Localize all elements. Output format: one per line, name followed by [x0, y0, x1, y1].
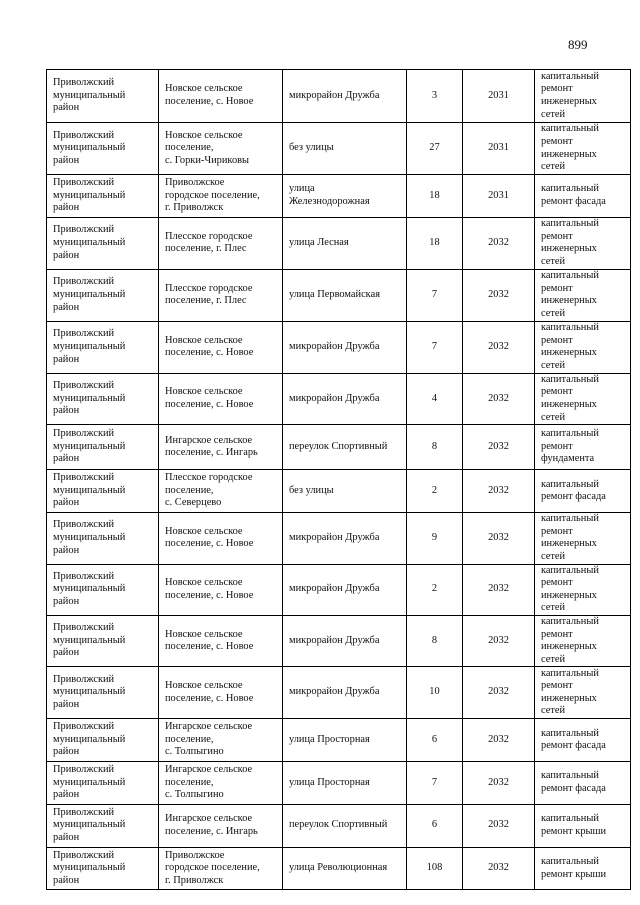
- street-cell: без улицы: [283, 123, 407, 175]
- district-cell: Приволжский муниципальный район: [47, 123, 159, 175]
- settlement-cell: Новское сельское поселение, с. Новое: [159, 70, 283, 123]
- settlement-cell: Приволжское городское поселение, г. Приволжск: [159, 847, 283, 890]
- house-number-cell: 8: [407, 425, 463, 470]
- year-cell: 2031: [463, 175, 535, 218]
- table-row: [47, 615, 631, 666]
- work-type-cell: капитальный ремонт инженерных сетей: [535, 667, 631, 719]
- table-row: [47, 667, 631, 719]
- year-cell: 2032: [463, 847, 535, 890]
- work-type-cell: капитальный ремонт фасада: [535, 470, 631, 513]
- street-cell: улица Лесная: [283, 217, 407, 269]
- work-type-cell: капитальный ремонт инженерных сетей: [535, 269, 631, 321]
- settlement-cell: Новское сельское поселение, с. Новое: [159, 373, 283, 424]
- work-type-cell: капитальный ремонт инженерных сетей: [535, 564, 631, 615]
- settlement-cell: Плесское городское поселение, с. Северцево: [159, 470, 283, 513]
- house-number-cell: 18: [407, 175, 463, 218]
- house-number-cell: 7: [407, 762, 463, 805]
- year-cell: 2032: [463, 373, 535, 424]
- house-number-cell: 7: [407, 269, 463, 321]
- year-cell: 2032: [463, 513, 535, 564]
- district-cell: Приволжский муниципальный район: [47, 762, 159, 805]
- work-type-cell: капитальный ремонт инженерных сетей: [535, 217, 631, 269]
- house-number-cell: 27: [407, 123, 463, 175]
- district-cell: Приволжский муниципальный район: [47, 217, 159, 269]
- district-cell: Приволжский муниципальный район: [47, 719, 159, 762]
- year-cell: 2031: [463, 123, 535, 175]
- settlement-cell: Ингарское сельское поселение, с. Ингарь: [159, 425, 283, 470]
- work-type-cell: капитальный ремонт инженерных сетей: [535, 321, 631, 373]
- year-cell: 2032: [463, 762, 535, 805]
- district-cell: Приволжский муниципальный район: [47, 321, 159, 373]
- district-cell: Приволжский муниципальный район: [47, 847, 159, 890]
- year-cell: 2031: [463, 70, 535, 123]
- work-type-cell: капитальный ремонт фасада: [535, 175, 631, 218]
- district-cell: Приволжский муниципальный район: [47, 564, 159, 615]
- table-row: [47, 123, 631, 175]
- table-row: [47, 425, 631, 470]
- street-cell: без улицы: [283, 470, 407, 513]
- house-number-cell: 6: [407, 804, 463, 847]
- work-type-cell: капитальный ремонт инженерных сетей: [535, 373, 631, 424]
- work-type-cell: капитальный ремонт крыши: [535, 804, 631, 847]
- street-cell: улица Просторная: [283, 762, 407, 805]
- year-cell: 2032: [463, 564, 535, 615]
- district-cell: Приволжский муниципальный район: [47, 667, 159, 719]
- table-row: [47, 513, 631, 564]
- work-type-cell: капитальный ремонт инженерных сетей: [535, 615, 631, 666]
- work-type-cell: капитальный ремонт инженерных сетей: [535, 513, 631, 564]
- settlement-cell: Ингарское сельское поселение, с. Толпыгино: [159, 719, 283, 762]
- street-cell: микрорайон Дружба: [283, 564, 407, 615]
- street-cell: микрорайон Дружба: [283, 667, 407, 719]
- district-cell: Приволжский муниципальный район: [47, 373, 159, 424]
- street-cell: микрорайон Дружба: [283, 373, 407, 424]
- settlement-cell: Приволжское городское поселение, г. Приволжск: [159, 175, 283, 218]
- district-cell: Приволжский муниципальный район: [47, 175, 159, 218]
- settlement-cell: Плесское городское поселение, г. Плес: [159, 269, 283, 321]
- settlement-cell: Плесское городское поселение, г. Плес: [159, 217, 283, 269]
- table-row: [47, 470, 631, 513]
- district-cell: Приволжский муниципальный район: [47, 804, 159, 847]
- district-cell: Приволжский муниципальный район: [47, 425, 159, 470]
- district-cell: Приволжский муниципальный район: [47, 513, 159, 564]
- house-number-cell: 10: [407, 667, 463, 719]
- year-cell: 2032: [463, 425, 535, 470]
- district-cell: Приволжский муниципальный район: [47, 470, 159, 513]
- street-cell: переулок Спортивный: [283, 804, 407, 847]
- work-type-cell: капитальный ремонт инженерных сетей: [535, 70, 631, 123]
- street-cell: микрорайон Дружба: [283, 513, 407, 564]
- work-type-cell: капитальный ремонт инженерных сетей: [535, 123, 631, 175]
- street-cell: улица Революционная: [283, 847, 407, 890]
- street-cell: микрорайон Дружба: [283, 321, 407, 373]
- street-cell: переулок Спортивный: [283, 425, 407, 470]
- year-cell: 2032: [463, 804, 535, 847]
- table-body: [47, 70, 631, 890]
- street-cell: микрорайон Дружба: [283, 70, 407, 123]
- settlement-cell: Ингарское сельское поселение, с. Ингарь: [159, 804, 283, 847]
- page-number: 899: [568, 37, 588, 52]
- street-cell: улица Железнодорожная: [283, 175, 407, 218]
- street-cell: улица Первомайская: [283, 269, 407, 321]
- year-cell: 2032: [463, 615, 535, 666]
- table-row: [47, 217, 631, 269]
- house-number-cell: 4: [407, 373, 463, 424]
- district-cell: Приволжский муниципальный район: [47, 70, 159, 123]
- table-row: [47, 804, 631, 847]
- settlement-cell: Новское сельское поселение, с. Новое: [159, 615, 283, 666]
- repair-schedule-table: [46, 69, 631, 890]
- house-number-cell: 2: [407, 564, 463, 615]
- house-number-cell: 18: [407, 217, 463, 269]
- table-row: [47, 847, 631, 890]
- house-number-cell: 108: [407, 847, 463, 890]
- house-number-cell: 2: [407, 470, 463, 513]
- street-cell: микрорайон Дружба: [283, 615, 407, 666]
- table-row: [47, 321, 631, 373]
- table-row: [47, 564, 631, 615]
- settlement-cell: Новское сельское поселение, с. Новое: [159, 513, 283, 564]
- work-type-cell: капитальный ремонт фундамента: [535, 425, 631, 470]
- settlement-cell: Ингарское сельское поселение, с. Толпыгино: [159, 762, 283, 805]
- settlement-cell: Новское сельское поселение, с. Новое: [159, 667, 283, 719]
- street-cell: улица Просторная: [283, 719, 407, 762]
- house-number-cell: 7: [407, 321, 463, 373]
- table-row: [47, 70, 631, 123]
- settlement-cell: Новское сельское поселение, с. Горки-Чириковы: [159, 123, 283, 175]
- year-cell: 2032: [463, 719, 535, 762]
- work-type-cell: капитальный ремонт фасада: [535, 762, 631, 805]
- year-cell: 2032: [463, 321, 535, 373]
- year-cell: 2032: [463, 217, 535, 269]
- house-number-cell: 8: [407, 615, 463, 666]
- table-row: [47, 762, 631, 805]
- year-cell: 2032: [463, 470, 535, 513]
- settlement-cell: Новское сельское поселение, с. Новое: [159, 321, 283, 373]
- table-row: [47, 269, 631, 321]
- house-number-cell: 6: [407, 719, 463, 762]
- table-row: [47, 373, 631, 424]
- settlement-cell: Новское сельское поселение, с. Новое: [159, 564, 283, 615]
- house-number-cell: 9: [407, 513, 463, 564]
- work-type-cell: капитальный ремонт крыши: [535, 847, 631, 890]
- district-cell: Приволжский муниципальный район: [47, 615, 159, 666]
- house-number-cell: 3: [407, 70, 463, 123]
- year-cell: 2032: [463, 269, 535, 321]
- table-row: [47, 719, 631, 762]
- year-cell: 2032: [463, 667, 535, 719]
- table-row: [47, 175, 631, 218]
- district-cell: Приволжский муниципальный район: [47, 269, 159, 321]
- work-type-cell: капитальный ремонт фасада: [535, 719, 631, 762]
